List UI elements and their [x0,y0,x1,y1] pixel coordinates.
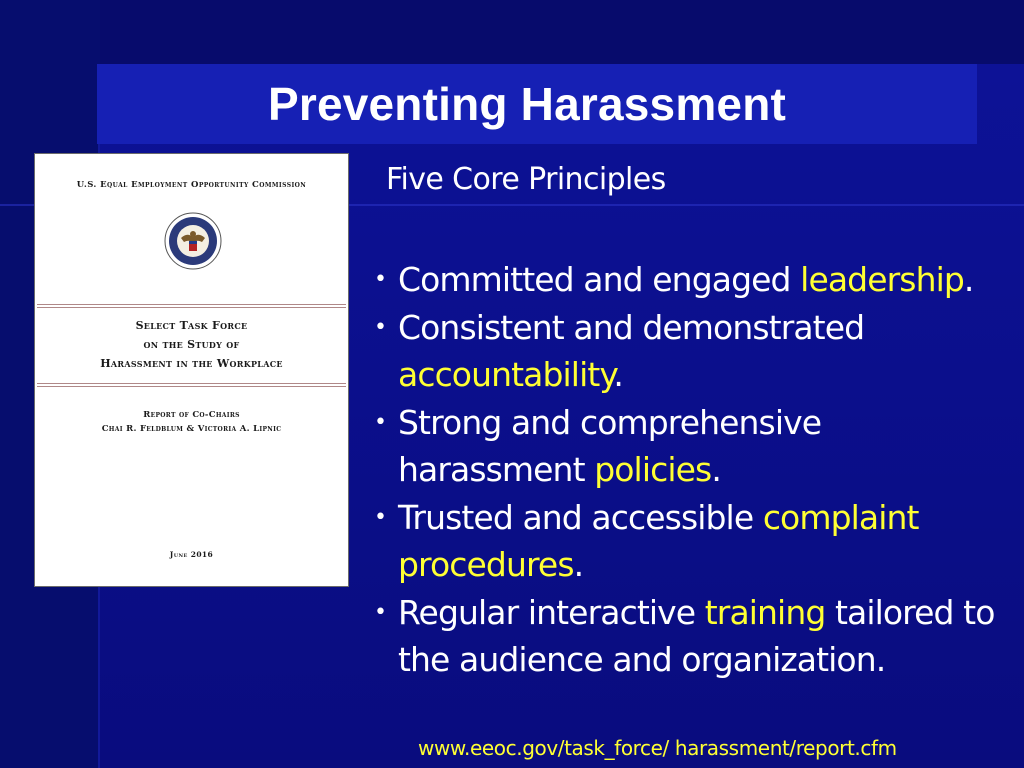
bullet-text: . [711,450,721,489]
report-title-line: Harassment in the Workplace [100,357,283,370]
report-title-line: on the Study of [143,338,240,351]
list-item [372,589,1012,684]
bullet-text: . [963,260,974,299]
bullet-icon: • [374,599,387,625]
list-item [372,399,1012,494]
bullet-highlight: training [704,592,826,632]
bullet-highlight: policies [594,450,712,489]
report-authors-block [35,408,348,436]
eeoc-seal-icon [164,212,222,270]
bullet-icon: • [374,504,387,530]
report-title-block [35,316,348,374]
bullet-text: . [613,355,623,394]
list-item [372,304,1012,399]
bullet-icon: • [374,314,387,340]
report-date: June 2016 [169,550,214,559]
bullet-highlight: complaint procedures [398,497,919,584]
cover-divider [37,304,346,305]
list-item [372,256,1012,304]
report-authors-line: Report of Co-Chairs [143,410,240,420]
bullet-text: Regular interactive [398,592,705,632]
cover-divider [37,386,346,387]
list-item [372,494,1012,589]
slide-subtitle: Five Core Principles [386,162,666,197]
cover-divider [37,383,346,384]
bullet-icon: • [374,409,387,435]
cover-divider [37,307,346,308]
bullet-text: tailored to the audience and organization. [398,592,995,679]
report-cover-image [34,153,349,587]
principles-list [372,256,1012,684]
bullet-text: . [573,545,584,584]
bullet-text: Strong and comprehensive harassment [398,402,822,489]
bullet-highlight: accountability [398,355,614,394]
report-authors-line: Chai R. Feldblum & Victoria A. Lipnic [101,424,282,434]
bullet-text: Trusted and accessible [398,497,763,537]
title-bar [97,64,977,144]
bullet-highlight: leadership [800,260,964,299]
background-top-band [0,0,1024,64]
slide-title: Preventing Harassment [267,78,787,130]
bullet-text: Consistent and demonstrated [398,307,865,347]
report-agency: U.S. Equal Employment Opportunity Commission [76,180,307,190]
report-title-line: Select Task Force [135,319,248,332]
report-url-link[interactable]: www.eeoc.gov/task_force/ harassment/report.cfm [418,736,897,760]
bullet-text: Committed and engaged [398,260,801,299]
bullet-icon: • [374,267,387,292]
